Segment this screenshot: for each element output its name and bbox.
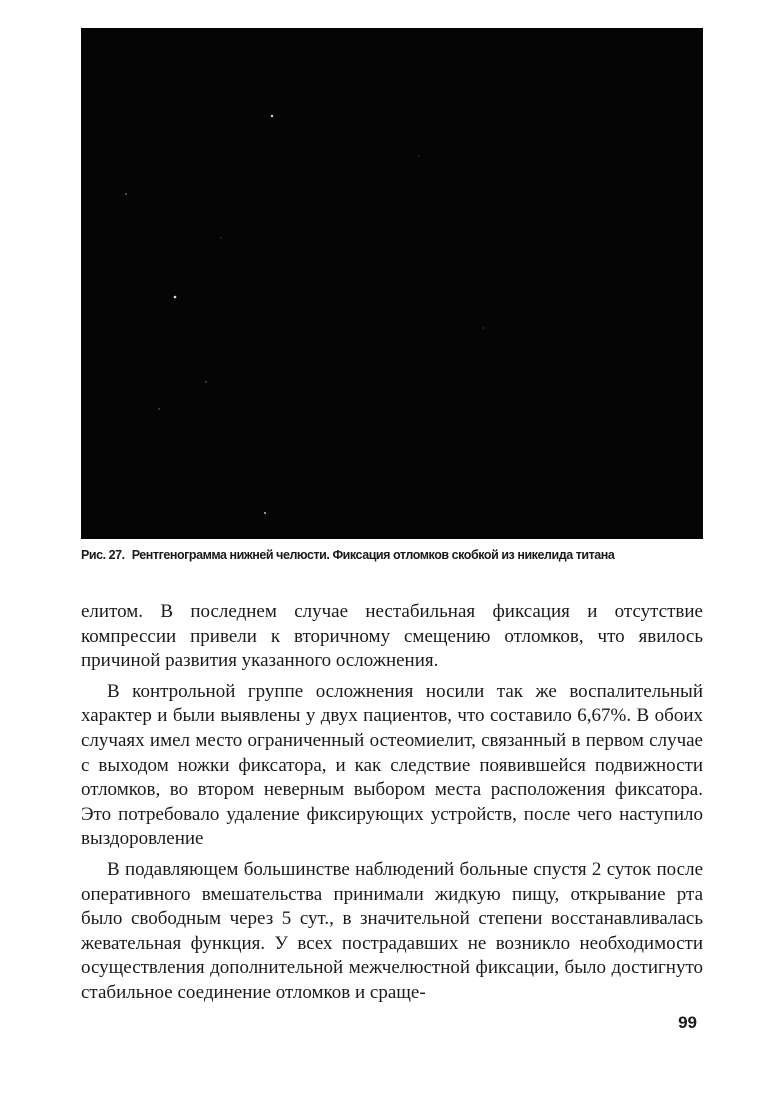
figure-caption-text: Рентгенограмма нижней челюсти. Фиксация отломков скобкой из никелида титана	[131, 548, 615, 562]
x-ray-mandible-image	[81, 28, 703, 539]
body-text	[81, 600, 703, 1012]
paragraph: В контрольной группе осложнения носили так же воспалительный характер и были выявлены у двух пациентов, что составило 6,67%. В обоих случаях имел место ограниченный остеомиелит, связанный в первом случае с выходом ножки фиксатора, и как следствие появившейся подвижности отломков, во втором неверным выбором места расположения фиксатора. Это потребовало удаление фиксирующих устройств, после чего наступило выздоровление	[81, 680, 703, 850]
figure-label: Рис. 27.	[81, 548, 125, 562]
paragraph: елитом. В последнем случае нестабильная фиксация и отсутствие компрессии привели к вторичному смещению отломков, что явилось причиной развития указанного осложнения.	[81, 601, 703, 672]
x-ray-figure	[81, 28, 703, 539]
page-number: 99	[678, 1013, 697, 1032]
figure-caption	[81, 548, 703, 562]
paragraph: В подавляющем большинстве наблюдений больные спустя 2 суток после оперативного вмешательства принимали жидкую пищу, открывание рта было свободным через 5 сут., в значительной степени восстанавливалась жевательная функция. У всех пострадавших не возникло необходимости осуществления дополнительной межчелюстной фиксации, было достигнуто стабильное соединение отломков и сраще-	[81, 858, 703, 1003]
